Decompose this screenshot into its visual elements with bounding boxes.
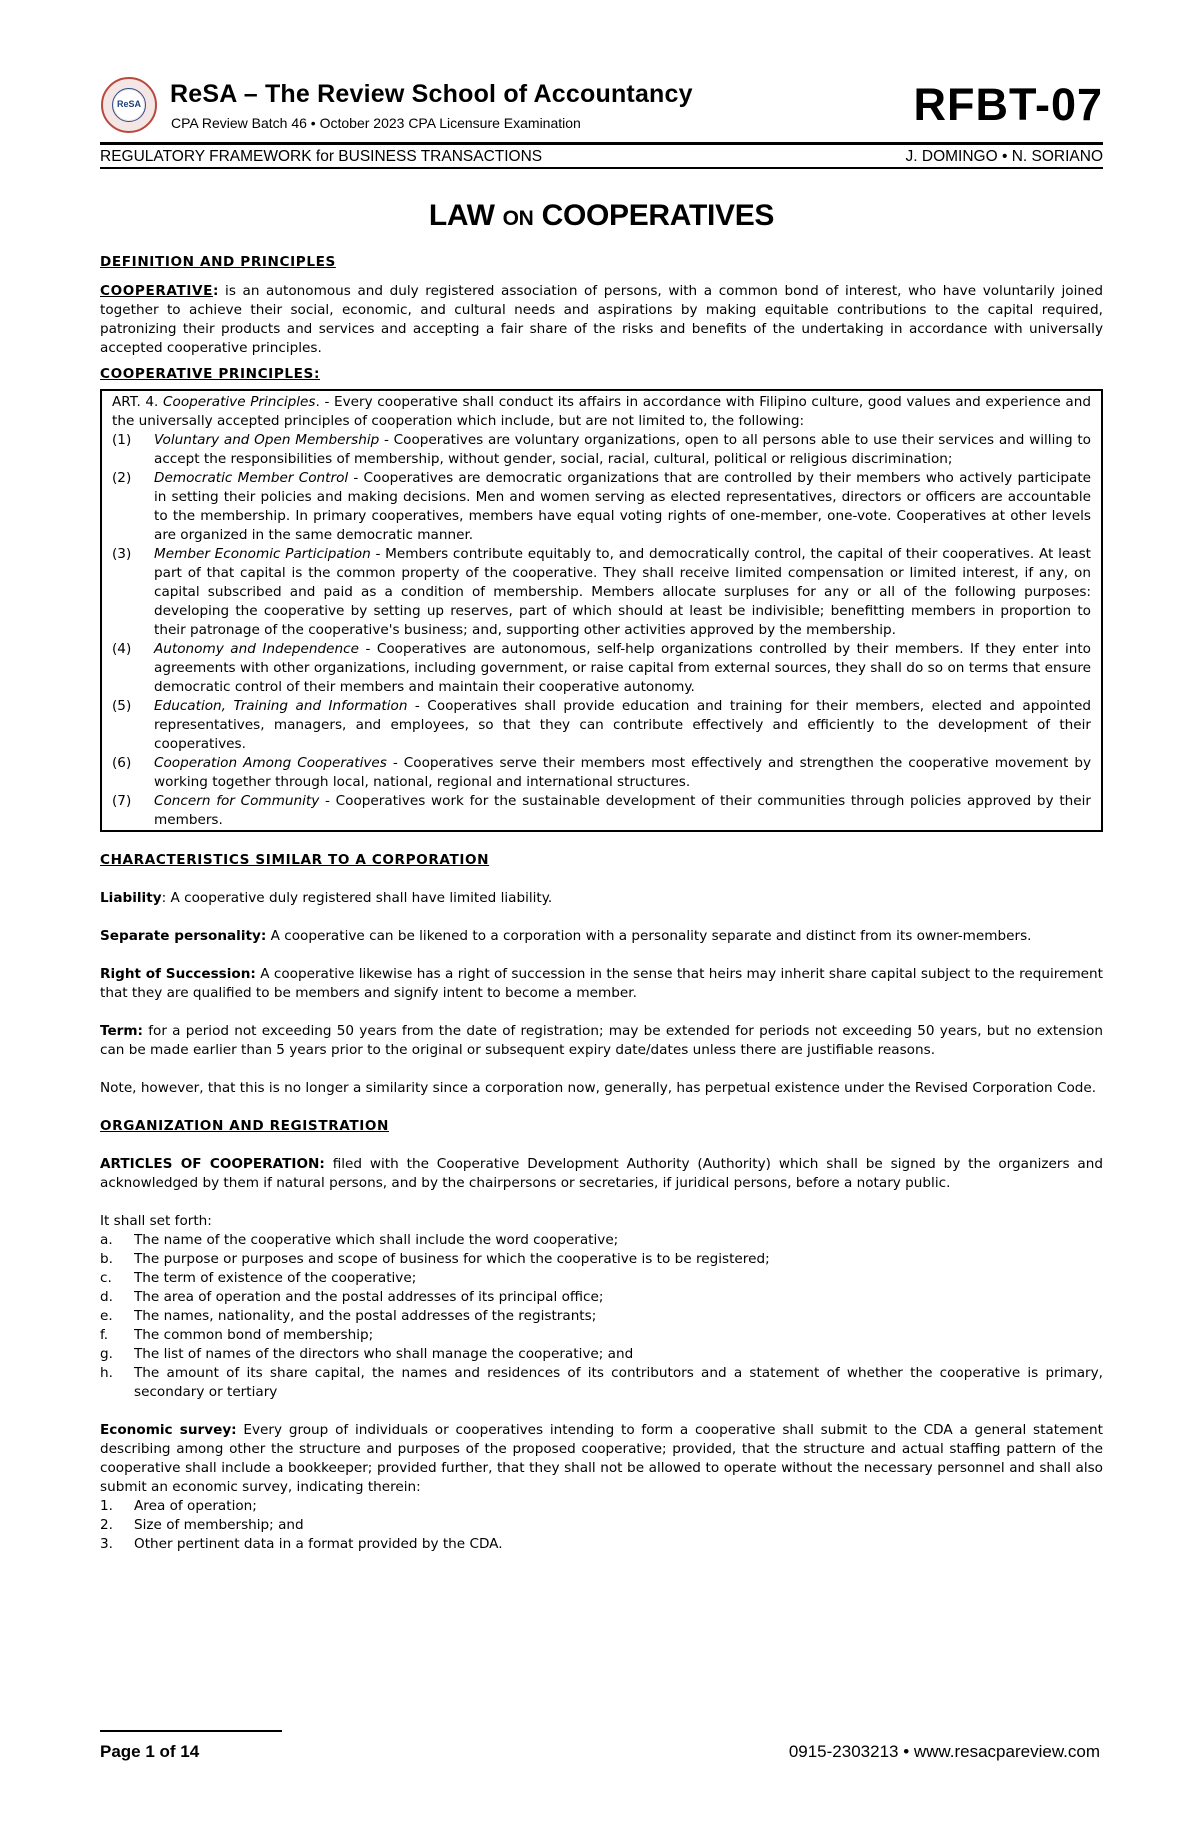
characteristic-paragraph <box>100 889 1103 908</box>
characteristic-term: Right of Succession: <box>100 966 256 982</box>
principle-name: Democratic Member Control <box>154 470 349 486</box>
list-marker: e. <box>100 1308 113 1324</box>
principle-number: (6) <box>112 755 132 771</box>
principle-description: - Members contribute equitably to, and democratically control, the capital of their cooperatives. At least part of that capital is the common property of the cooperative. They shall receive limited compensation or limited interest, if any, on capital subscribed and paid as a condition of membership. Members allocate surpluses for any or all of the following purposes: developing the cooperative by setting up reserves, part of which should at least be indivisible; benefitting members in proportion to their patronage of the cooperative's business; and, supporting other activities approved by the membership. <box>154 546 1091 638</box>
articles-term: ARTICLES OF COOPERATION: <box>100 1156 325 1172</box>
set-forth-list <box>100 1231 1103 1402</box>
document-page <box>100 70 1103 1554</box>
list-marker: c. <box>100 1270 112 1286</box>
list-text: The names, nationality, and the postal addresses of the registrants; <box>134 1308 597 1324</box>
article-4-intro <box>112 393 1091 431</box>
principle-item <box>112 792 1091 830</box>
footer-rule <box>100 1730 282 1732</box>
set-forth-intro: It shall set forth: <box>100 1213 212 1229</box>
list-text: The common bond of membership; <box>134 1327 374 1343</box>
corporation-note: Note, however, that this is no longer a similarity since a corporation now, generally, has perpetual existence under the Revised Corporation Code. <box>100 1080 1097 1096</box>
economic-survey-text: Every group of individuals or cooperatives intending to form a cooperative shall submit to the CDA a general statement describing among other the structure and purposes of the proposed cooperative; provided, that the structure and actual staffing pattern of the cooperative shall include a bookkeeper; provided further, that they shall not be allowed to operate without the necessary personnel and shall also submit an economic survey, indicating therein: <box>100 1422 1103 1495</box>
review-batch: CPA Review Batch 46 • October 2023 CPA Licensure Examination <box>171 115 581 131</box>
principle-text <box>154 640 1091 697</box>
characteristic-paragraph <box>100 1022 1103 1060</box>
list-item <box>100 1535 1103 1554</box>
list-text: Area of operation; <box>134 1498 257 1514</box>
principle-item <box>112 754 1091 792</box>
list-item <box>100 1307 1103 1326</box>
principle-number: (3) <box>112 546 132 562</box>
list-marker: b. <box>100 1251 113 1267</box>
principles-heading: COOPERATIVE PRINCIPLES: <box>100 366 320 382</box>
title-part-1: LAW <box>428 199 503 232</box>
principle-description: - Cooperatives are voluntary organizations, open to all persons able to use their services and willing to accept the responsibilities of membership, without gender, social, racial, cultural, political or religious discrimination; <box>154 432 1091 467</box>
school-name: ReSA – The Review School of Accountancy <box>170 80 693 108</box>
principle-text <box>154 431 1091 469</box>
subject-bar <box>100 145 1103 167</box>
principle-text <box>154 545 1091 640</box>
principle-name: Education, Training and Information <box>154 698 408 714</box>
list-marker: 1. <box>100 1498 113 1514</box>
characteristic-term: Liability <box>100 890 162 906</box>
principle-name: Autonomy and Independence <box>154 641 359 657</box>
principle-item <box>112 431 1091 469</box>
characteristic-text: A cooperative likewise has a right of succession in the sense that heirs may inherit share capital subject to the requirement that they are qualified to be members and signify intent to become a member. <box>100 966 1103 1001</box>
article-prefix: ART. 4. <box>112 394 164 410</box>
principle-text <box>154 697 1091 754</box>
principle-description: - Cooperatives shall provide education and training for their members, elected and appointed representatives, managers, and employees, so that they can contribute effectively and efficiently to the development of their cooperatives. <box>154 698 1091 752</box>
list-marker: d. <box>100 1289 113 1305</box>
list-item <box>100 1326 1103 1345</box>
characteristic-separator: : <box>161 890 171 906</box>
articles-text: filed with the Cooperative Development Authority (Authority) which shall be signed by the organizers and acknowledged by them if natural persons, and by the chairpersons or secretaries, if juridical persons, before a notary public. <box>100 1156 1103 1191</box>
subject-name: REGULATORY FRAMEWORK for BUSINESS TRANSACTIONS <box>100 148 543 165</box>
list-item <box>100 1231 1103 1250</box>
characteristic-text: for a period not exceeding 50 years from the date of registration; may be extended for periods not exceeding 50 years, but no extension can be made earlier than 5 years prior to the original or subsequent expiry date/dates unless there are justifiable reasons. <box>100 1023 1103 1058</box>
list-text: Size of membership; and <box>134 1517 304 1533</box>
principle-text <box>154 754 1091 792</box>
authors: J. DOMINGO • N. SORIANO <box>905 148 1103 165</box>
principle-number: (2) <box>112 470 132 486</box>
list-text: The name of the cooperative which shall include the word cooperative; <box>134 1232 619 1248</box>
list-text: The area of operation and the postal addresses of its principal office; <box>134 1289 604 1305</box>
list-item <box>100 1250 1103 1269</box>
principle-number: (5) <box>112 698 132 714</box>
characteristic-paragraph <box>100 927 1103 946</box>
list-marker: h. <box>100 1365 113 1381</box>
list-text: The amount of its share capital, the names and residences of its contributors and a statement of whether the cooperative is primary, secondary or tertiary <box>134 1365 1103 1400</box>
list-marker: a. <box>100 1232 113 1248</box>
characteristics-heading: CHARACTERISTICS SIMILAR TO A CORPORATION <box>100 852 490 868</box>
list-item <box>100 1516 1103 1535</box>
characteristic-term: Term: <box>100 1023 143 1039</box>
economic-survey-term: Economic survey: <box>100 1422 237 1438</box>
principle-number: (7) <box>112 793 132 809</box>
contact-info: 0915-2303213 • www.resacpareview.com <box>788 1742 1100 1761</box>
cooperative-definition-text: is an autonomous and duly registered association of persons, with a common bond of interest, who have voluntarily joined together to achieve their social, economic, and cultural needs and aspirations by making equitable contributions to the capital required, patronizing their products and services and accepting a fair share of the risks and benefits of the undertaking in accordance with universally accepted cooperative principles. <box>100 283 1103 356</box>
cooperative-term: COOPERATIVE <box>100 283 214 299</box>
list-marker: g. <box>100 1346 113 1362</box>
list-text: The purpose or purposes and scope of business for which the cooperative is to be registered; <box>134 1251 770 1267</box>
characteristic-text: A cooperative can be likened to a corporation with a personality separate and distinct from its owner-members. <box>270 928 1032 944</box>
list-item <box>100 1269 1103 1288</box>
title-part-3: COOPERATIVES <box>533 199 775 232</box>
list-marker: f. <box>100 1327 109 1343</box>
articles-of-cooperation <box>100 1155 1103 1193</box>
cooperative-term-colon: : <box>213 283 219 299</box>
list-text: The list of names of the directors who shall manage the cooperative; and <box>134 1346 634 1362</box>
survey-list <box>100 1497 1103 1554</box>
page-number: Page 1 of 14 <box>100 1742 200 1761</box>
list-marker: 3. <box>100 1536 113 1552</box>
article-title: Cooperative Principles <box>163 394 316 410</box>
principle-item <box>112 545 1091 640</box>
list-item <box>100 1364 1103 1402</box>
principle-name: Cooperation Among Cooperatives <box>154 755 387 771</box>
principles-list <box>112 431 1091 830</box>
title-part-2: ON <box>502 207 534 230</box>
principle-number: (4) <box>112 641 132 657</box>
characteristic-term: Separate personality: <box>100 928 267 944</box>
resa-logo-text: ReSA <box>116 99 141 109</box>
resa-logo <box>101 77 157 133</box>
characteristic-text: A cooperative duly registered shall have limited liability. <box>170 890 553 906</box>
principle-item <box>112 697 1091 754</box>
list-text: The term of existence of the cooperative; <box>134 1270 417 1286</box>
principle-item <box>112 469 1091 545</box>
principle-description: - Cooperatives serve their members most effectively and strengthen the cooperative movement by working together through local, national, regional and international structures. <box>154 755 1091 790</box>
list-item <box>100 1288 1103 1307</box>
principle-description: - Cooperatives are autonomous, self-help organizations controlled by their members. If they enter into agreements with other organizations, including government, or raise capital from external sources, they shall do so on terms that ensure democratic control of their members and maintain their cooperative autonomy. <box>154 641 1091 695</box>
principle-number: (1) <box>112 432 132 448</box>
list-item <box>100 1497 1103 1516</box>
section-heading-definition: DEFINITION AND PRINCIPLES <box>100 254 336 270</box>
economic-survey <box>100 1421 1103 1497</box>
principle-name: Voluntary and Open Membership <box>154 432 380 448</box>
principle-text <box>154 469 1091 545</box>
list-item <box>100 1345 1103 1364</box>
article-4-box <box>100 389 1103 832</box>
principle-name: Member Economic Participation <box>154 546 371 562</box>
subject-divider <box>100 167 1103 169</box>
principle-text <box>154 792 1091 830</box>
article-text: . - Every cooperative shall conduct its affairs in accordance with Filipino culture, good values and experience and the universally accepted principles of cooperation which include, but are not limited to, the following: <box>112 394 1091 429</box>
cooperative-definition <box>100 282 1103 358</box>
principle-description: - Cooperatives work for the sustainable development of their communities through policies approved by their members. <box>154 793 1092 828</box>
document-body <box>100 253 1103 1554</box>
page-header <box>100 70 1103 140</box>
page-footer <box>100 1730 1103 1761</box>
list-marker: 2. <box>100 1517 113 1533</box>
principle-item <box>112 640 1091 697</box>
principle-name: Concern for Community <box>154 793 320 809</box>
section-heading-organization: ORGANIZATION AND REGISTRATION <box>100 1118 389 1134</box>
principle-description: - Cooperatives are democratic organizations that are controlled by their members who actively participate in setting their policies and making decisions. Men and women serving as elected representatives, directors or officers are accountable to the membership. In primary cooperatives, members have equal voting rights of one-member, one-vote. Cooperatives at other levels are organized in the same democratic manner. <box>154 470 1092 543</box>
characteristic-paragraph <box>100 965 1103 1003</box>
list-text: Other pertinent data in a format provided by the CDA. <box>134 1536 503 1552</box>
handout-code: RFBT-07 <box>913 79 1103 130</box>
document-title <box>100 199 1103 235</box>
